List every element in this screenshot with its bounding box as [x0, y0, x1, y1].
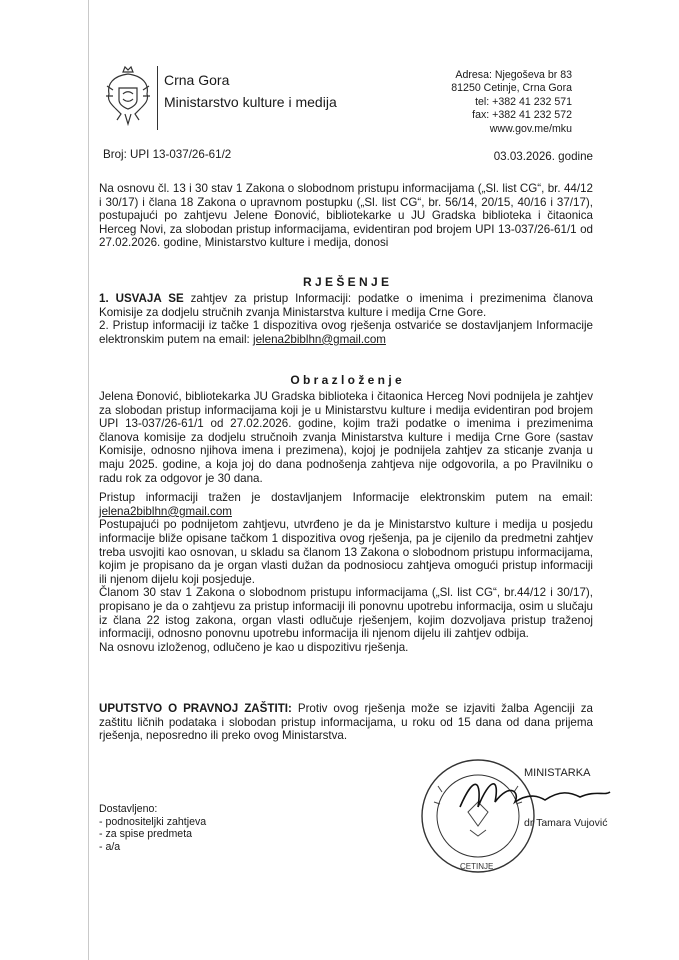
- reasoning-body: [99, 390, 593, 654]
- reasoning-paragraph-5: Na osnovu izloženog, odlučeno je kao u dispozitivu rješenja.: [99, 640, 409, 654]
- reasoning-paragraph-3: Postupajući po podnijetom zahtjevu, utvrđeno je da je Ministarstvo kulture i medija u posjedu informacije bliže opisane tačkom 1 dispozitiva ovog rješenja, pa je cijenilo da predmetni zahtjev treba usvojiti kao osnovan, u skladu sa članom 13 Zakona o slobodnom pristupu informacijama, kojim je propisano da je organ vlasti dužan da podnosiocu zahtjeva omogući pristup informaciji ili njenom dijelu koji posjeduje.: [99, 518, 593, 586]
- stamp-city: CETINJE: [460, 862, 494, 871]
- scan-artifact-line: [88, 0, 89, 960]
- country-name: Crna Gora: [164, 72, 230, 88]
- intro-text: Na osnovu čl. 13 i 30 stav 1 Zakona o slobodnom pristupu informacijama („Sl. list CG“, br. 44/12 i 30/17) i člana 18 Zakona o upravnom postupku („Sl. list CG“, br. 56/14, 20/15, 40/16 i 37/17), postupajući po zahtjevu Jelene Đonović, bibliotekarke u JU Gradska biblioteka i čitaonica Herceg Novi, za slobodan pristup informacijama, evidentiran pod brojem UPI 13-037/26-61/1 od 27.02.2026. godine, Ministarstvo kulture i medija, donosi: [99, 182, 593, 250]
- delivered-label: Dostavljeno:: [99, 803, 158, 815]
- ministry-name: Ministarstvo kulture i medija: [164, 94, 337, 110]
- address-line: 81250 Cetinje, Crna Gora: [451, 82, 572, 95]
- header-divider: [157, 66, 158, 130]
- reasoning-paragraph-4: Članom 30 stav 1 Zakona o slobodnom pristupu informacijama („Sl. list CG“, br.44/12 i 30/17), propisano je da o zahtjevu za pristup informaciji ili ponovnu upotrebu informacija, osim u slučaju iz člana 22 istog zakona, organ vlasti odlučuje rješenjem, kojim dozvoljava pristup traženoj informaciji, odnosno ponovnu upotrebu informacija ili njenom dijelu ili zahtjev odbija.: [99, 586, 593, 641]
- official-stamp-and-signature: [420, 752, 650, 882]
- decision-title: R J E Š E N J E: [302, 275, 390, 289]
- stamp-icon: [422, 760, 534, 872]
- decision-item-2: [99, 319, 593, 346]
- email-link[interactable]: jelena2biblhn@gmail.com: [99, 504, 232, 518]
- delivered-list: [99, 803, 206, 853]
- reasoning-paragraph-1: Jelena Đonović, bibliotekarka JU Gradska biblioteka i čitaonica Herceg Novi podnijela je zahtjev za slobodan pristup informacijama koji je u Ministarstvu kulture i medija evidentiran pod brojem UPI 13-037/26-61/1 od 27.02.2026. godine, kojim traži podatke o imenima i prezimenima članova komisije za dodjelu stručnoih zvanja Ministarstva kulture i medija Crne Gore (sastav Komisije, odnosno njihova imena i prezimena), kojoj je podnijela zahtjev za sticanje zvanja u maju 2025. godine, a koja joj do dana podnošenja zahtjeva nije odgovorila, a po Pravilniku o radu rok za odgovor je 30 dana.: [99, 390, 593, 485]
- delivered-item: - a/a: [99, 840, 121, 853]
- legal-remedy: [99, 702, 593, 743]
- signatory-name: dr Tamara Vujović: [524, 817, 608, 829]
- website-line: www.gov.me/mku: [489, 122, 572, 135]
- decision-item-1-lead: 1. USVAJA SE: [99, 292, 184, 305]
- legal-remedy-text: Protiv ovog rješenja može se izjaviti žalba Agenciji za zaštitu ličnih podataka i slobodan pristup informacijama, u roku od 15 dana od dana prijema rješenja, neposredno ili preko ovog Ministarstva.: [99, 702, 593, 743]
- reasoning-paragraph-2: [99, 491, 593, 518]
- coat-of-arms-icon: [103, 64, 153, 128]
- decision-item-1: [99, 292, 593, 319]
- address-block: [451, 69, 572, 136]
- document-number: Broj: UPI 13-037/26-61/2: [103, 148, 232, 161]
- delivered-item: - podnositeljki zahtjeva: [99, 815, 207, 828]
- decision-item-1-text: zahtjev za pristup Informaciji: podatke o imenima i prezimenima članova Komisije za dodjelu stručnih zvanja Ministarstva kulture i medija Crne Gore.: [99, 292, 593, 319]
- document-date: 03.03.2026. godine: [493, 150, 593, 163]
- decision-items: [99, 292, 593, 346]
- signature-icon: [460, 784, 610, 807]
- decision-item-2-text: 2. Pristup informaciji iz tačke 1 dispozitiva ovog rješenja ostvariće se dostavljanjem Informacije elektronskim putem na email:: [99, 319, 593, 346]
- reasoning-title: O b r a z l o ž e n j e: [290, 373, 402, 387]
- fax-line: fax: +382 41 232 572: [472, 109, 572, 122]
- delivered-item: - za spise predmeta: [99, 828, 193, 841]
- address-line: Adresa: Njegoševa br 83: [455, 69, 572, 81]
- phone-line: tel: +382 41 232 571: [475, 95, 572, 108]
- intro-paragraph: [99, 182, 593, 250]
- email-link[interactable]: jelena2biblhn@gmail.com: [253, 332, 386, 346]
- legal-remedy-title: UPUTSTVO O PRAVNOJ ZAŠTITI:: [99, 702, 292, 715]
- signatory-title: MINISTARKA: [524, 767, 591, 779]
- reasoning-paragraph-2-text: Pristup informaciji tražen je dostavljanjem Informacije elektronskim putem na email:: [99, 491, 593, 505]
